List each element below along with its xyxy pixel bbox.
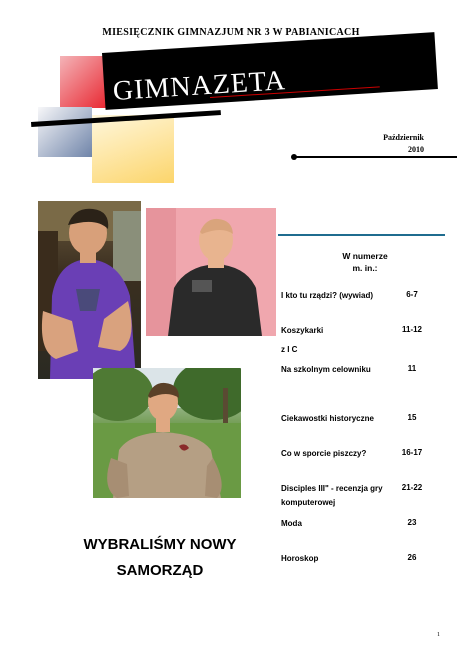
toc-item-page: 23 xyxy=(407,518,417,527)
newspaper-subtitle: MIESIĘCZNIK GIMNAZJUM NR 3 W PABIANICACH xyxy=(102,27,360,38)
issue-month: Październik xyxy=(383,133,424,142)
toc-top-rule xyxy=(278,234,445,236)
issue-date xyxy=(350,132,424,156)
photo-student-park xyxy=(93,368,241,498)
toc-item-label: Moda xyxy=(281,519,302,528)
toc-item-page: 21-22 xyxy=(401,483,423,492)
toc-item-page: 6-7 xyxy=(406,290,418,299)
toc-item-page: 26 xyxy=(407,553,417,562)
issue-year: 2010 xyxy=(408,145,424,154)
cover-headline xyxy=(60,532,260,584)
toc-heading xyxy=(330,250,400,274)
masthead-title: GIMNAZETA xyxy=(112,65,287,107)
toc-item-label: I kto tu rządzi? (wywiad) xyxy=(281,291,374,300)
toc-item-label: Na szkolnym celowniku xyxy=(281,365,371,374)
toc-item-page: 16-17 xyxy=(401,448,423,457)
date-rule xyxy=(295,156,457,158)
toc-item-page: 11 xyxy=(407,364,417,373)
toc-item-label: komputerowej xyxy=(281,498,336,507)
toc-item-page: 15 xyxy=(407,413,417,422)
toc-item-label: Co w sporcie piszczy? xyxy=(281,449,367,458)
toc-heading-line1: W numerze xyxy=(342,251,388,261)
photo-student-purple-shirt xyxy=(38,201,141,379)
page-number: 1 xyxy=(437,632,440,638)
toc-item-page: 11-12 xyxy=(401,325,423,334)
toc-item-label: Horoskop xyxy=(281,554,319,563)
toc-item-label: Ciekawostki historyczne xyxy=(281,414,374,423)
photo-student-pink-wall xyxy=(146,208,276,336)
decor-yellow-square xyxy=(92,115,174,183)
toc-item-label: z I C xyxy=(281,345,298,354)
toc-heading-line2: m. in.: xyxy=(352,263,378,273)
cover-headline-line2: SAMORZĄD xyxy=(116,562,204,579)
toc-item-label: Koszykarki xyxy=(281,326,324,335)
toc-item-label: Disciples III" - recenzja gry xyxy=(281,484,383,493)
decor-blue-square xyxy=(38,107,92,157)
cover-headline-line1: WYBRALIŚMY NOWY xyxy=(83,536,237,553)
